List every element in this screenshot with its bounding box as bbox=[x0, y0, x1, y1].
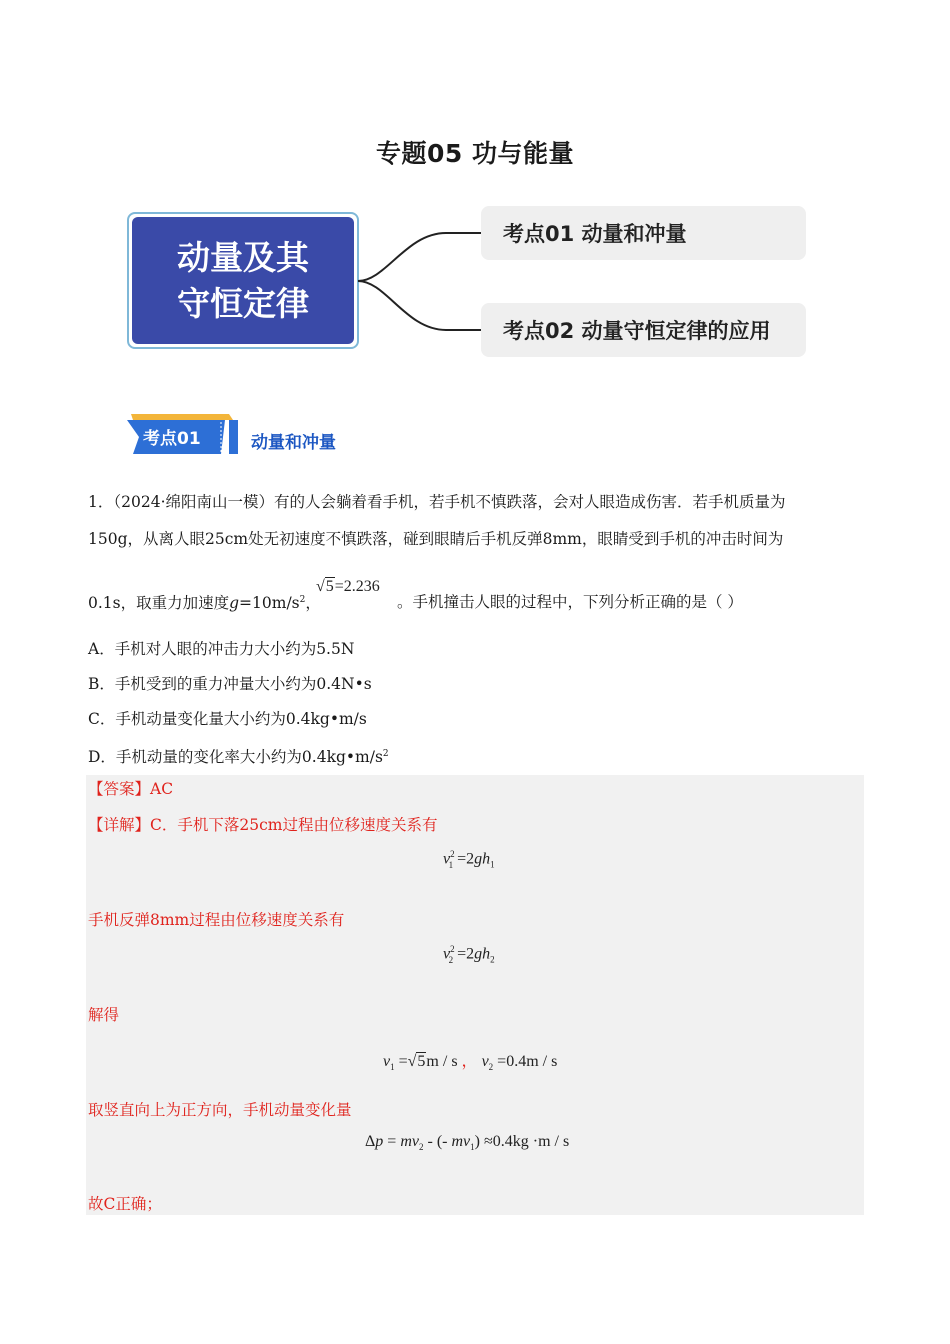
conclusion-line: 故C正确； bbox=[88, 1195, 162, 1213]
direction-line: 取竖直向上为正方向，手机动量变化量 bbox=[88, 1101, 352, 1119]
rebound-line: 手机反弹8mm过程由位移速度关系有 bbox=[88, 911, 345, 929]
detail-line: 【详解】C．手机下落25cm过程由位移速度关系有 bbox=[88, 816, 438, 834]
formula-1: $v^2_1 =2gh_1$ bbox=[443, 849, 495, 870]
section-title: 动量和冲量 bbox=[251, 433, 336, 453]
mindmap-branch-1: 考点01 动量和冲量 bbox=[481, 206, 806, 260]
mindmap-connector bbox=[356, 225, 486, 337]
answer-line: 【答案】AC bbox=[88, 780, 174, 798]
option-a: A．手机对人眼的冲击力大小约为5.5N bbox=[88, 640, 355, 658]
question-line-1: 1．（2024·绵阳南山一模）有的人会躺着看手机，若手机不慎跌落，会对人眼造成伤害．若手机质量为 bbox=[88, 493, 786, 511]
mindmap-center-text: 动量及其 守恒定律 bbox=[132, 217, 354, 344]
mindmap-center-box bbox=[127, 212, 359, 349]
option-d: D．手机动量的变化率大小约为$0.4kg•m/s^2$ bbox=[88, 748, 389, 767]
question-line-3: 0.1s，取重力加速度$g=10m/s^2$， bbox=[88, 594, 321, 613]
option-b: B．手机受到的重力冲量大小约为0.4N•s bbox=[88, 675, 372, 693]
formula-3: $v_1 =√5m / s$ ， $v_2 =0.4m / s$ bbox=[383, 1053, 558, 1073]
mindmap-branch-2: 考点02 动量守恒定律的应用 bbox=[481, 303, 806, 357]
formula-2: $v^2_2 =2gh_2$ bbox=[443, 944, 495, 965]
section-badge-label: 考点01 bbox=[143, 429, 201, 449]
option-c: C．手机动量变化量大小约为0.4kg•m/s bbox=[88, 710, 367, 728]
solve-line: 解得 bbox=[88, 1006, 120, 1024]
question-line-3-end: 。手机撞击人眼的过程中，下列分析正确的是（ ） bbox=[397, 593, 743, 611]
question-line-2: 150g，从离人眼25cm处无初速度不慎跌落，碰到眼睛后手机反弹8mm，眼睛受到手机的冲击时间为 bbox=[88, 530, 784, 548]
page-title: 专题05 功与能量 bbox=[376, 139, 574, 168]
formula-4: $\Delta p = mv_2$ - (- $mv_1) \approx 0.4kg \cdot m / s$ bbox=[365, 1133, 570, 1153]
sqrt-formula: √5=2.236 bbox=[316, 578, 380, 595]
